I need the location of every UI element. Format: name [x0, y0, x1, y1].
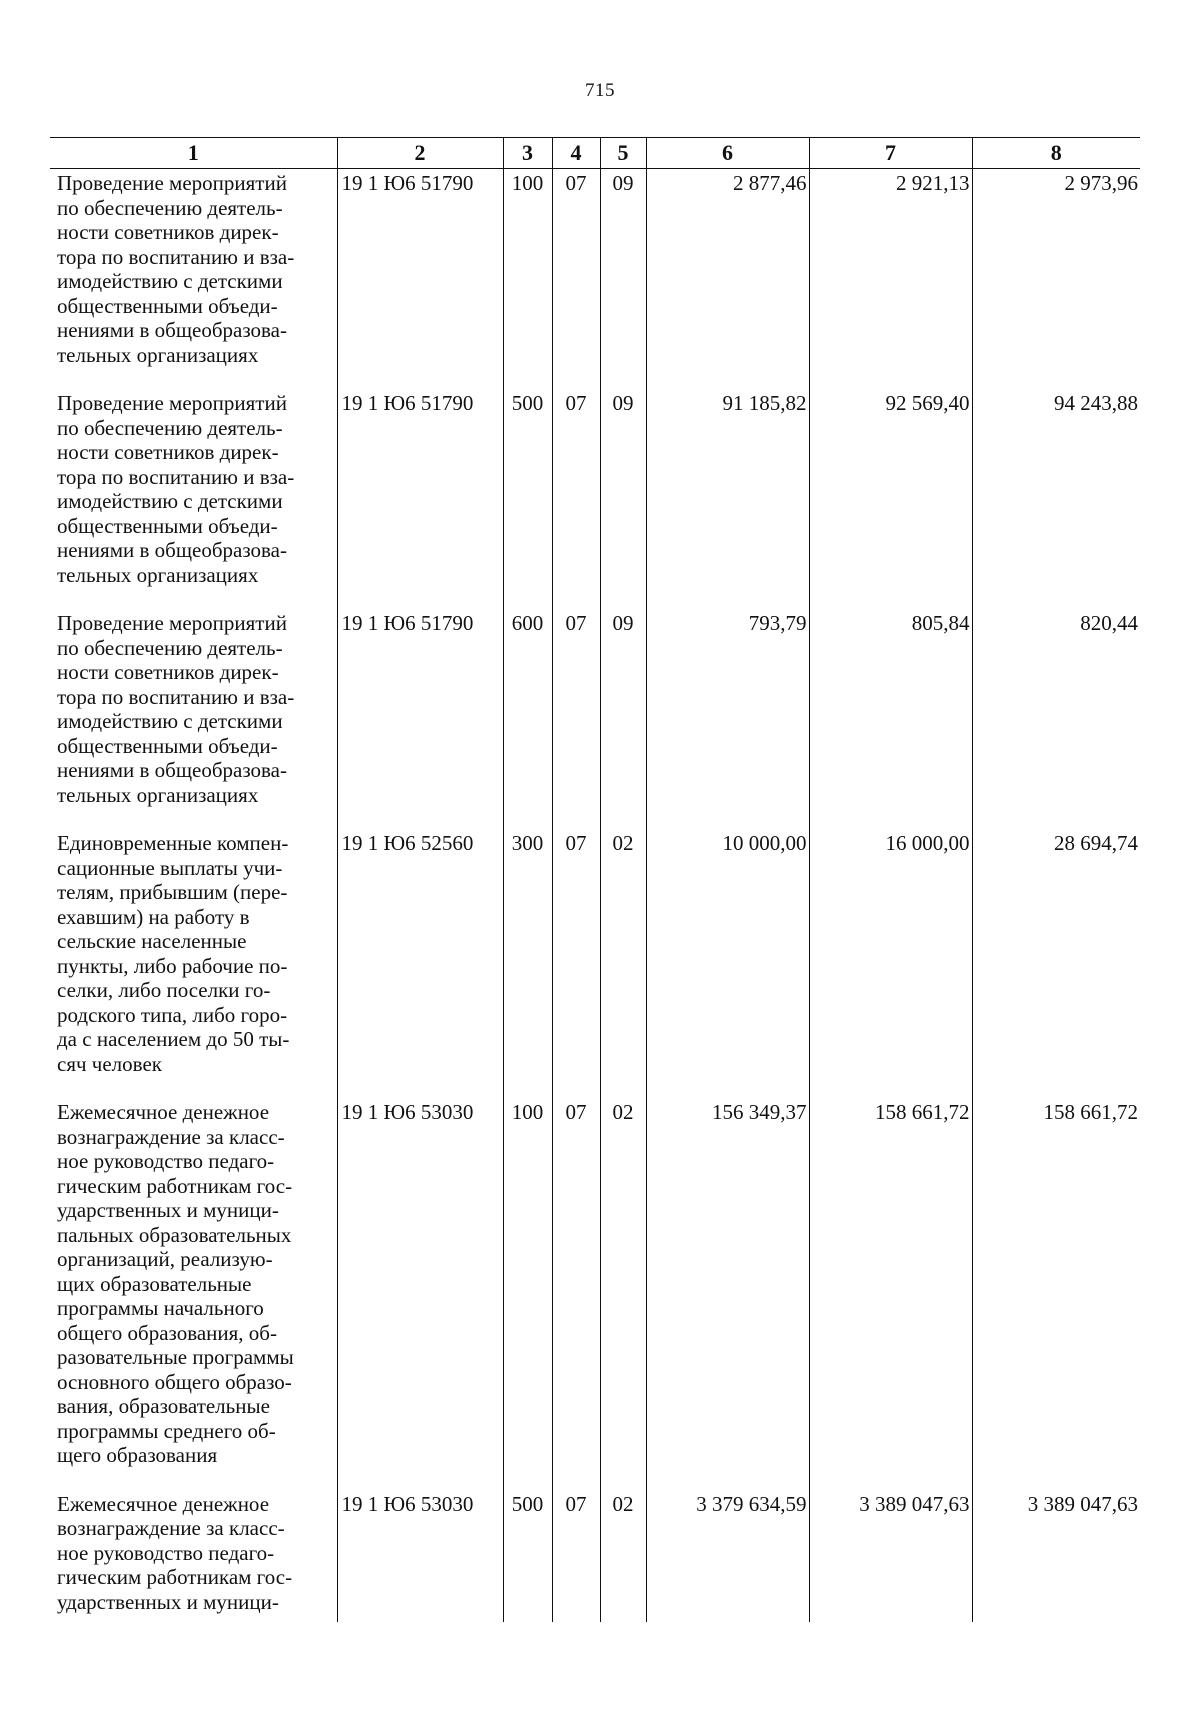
description-line: имодействию с детскими — [57, 489, 283, 513]
table-row — [50, 829, 1140, 1098]
description-line: вознаграждение за класс- — [57, 1516, 285, 1540]
column-header: 6 — [646, 138, 809, 169]
description-line: имодействию с детскими — [57, 709, 283, 733]
row-description — [50, 1490, 337, 1622]
column-header: 7 — [809, 138, 972, 169]
description-line: щего образования — [57, 1443, 218, 1467]
table-row — [50, 169, 1140, 390]
amount-col-6: 793,79 — [646, 609, 809, 829]
expense-type-code: 300 — [503, 829, 552, 1098]
table-row — [50, 1490, 1140, 1622]
column-header: 3 — [503, 138, 552, 169]
description-line: общественными объеди- — [57, 513, 278, 538]
description-line: программы начального — [57, 1296, 264, 1320]
table-row — [50, 389, 1140, 609]
description-line: сационные выплаты учи- — [57, 855, 283, 880]
amount-col-7: 92 569,40 — [809, 389, 972, 609]
column-header: 2 — [337, 138, 503, 169]
amount-col-8: 820,44 — [972, 609, 1140, 829]
description-line: тельных организациях — [57, 342, 259, 367]
description-line: селки, либо поселки го- — [57, 978, 271, 1002]
expense-type-code: 100 — [503, 1098, 552, 1490]
amount-col-6: 156 349,37 — [646, 1098, 809, 1490]
amount-col-7: 3 389 047,63 — [809, 1490, 972, 1622]
description-line: нениями в общеобразова- — [57, 318, 287, 342]
amount-col-8: 28 694,74 — [972, 829, 1140, 1098]
column-header: 8 — [972, 138, 1140, 169]
amount-col-7: 805,84 — [809, 609, 972, 829]
expense-type-code: 600 — [503, 609, 552, 829]
description-line: тельных организациях — [57, 562, 259, 587]
description-line: сельские населенные — [57, 929, 247, 953]
description-line: гическим работникам гос- — [57, 1565, 293, 1589]
table-row — [50, 609, 1140, 829]
description-line: Проведение мероприятий — [57, 391, 287, 415]
description-line: Ежемесячное денежное — [57, 1491, 270, 1516]
page-number: 715 — [585, 80, 615, 101]
amount-col-7: 2 921,13 — [809, 169, 972, 390]
description-line: по обеспечению деятель- — [57, 195, 283, 220]
description-line: родского типа, либо горо- — [57, 1002, 288, 1027]
amount-col-8: 2 973,96 — [972, 169, 1140, 390]
row-description — [50, 829, 337, 1098]
description-line: вознаграждение за класс- — [57, 1124, 285, 1149]
classification-code: 19 1 Ю6 53030 — [337, 1098, 503, 1490]
row-description — [50, 1098, 337, 1490]
description-line: щих образовательные — [57, 1271, 252, 1296]
subsection-code: 09 — [600, 609, 646, 829]
subsection-code: 02 — [600, 1098, 646, 1490]
subsection-code: 09 — [600, 389, 646, 609]
column-header: 5 — [600, 138, 646, 169]
description-line: Проведение мероприятий — [57, 611, 287, 635]
row-description — [50, 609, 337, 829]
row-description — [50, 389, 337, 609]
amount-col-6: 2 877,46 — [646, 169, 809, 390]
description-line: по обеспечению деятель- — [57, 415, 283, 440]
description-line: ударственных и муници- — [57, 1198, 279, 1222]
amount-col-7: 158 661,72 — [809, 1098, 972, 1490]
description-line: Проведение мероприятий — [57, 171, 287, 195]
description-line: сяч человек — [57, 1051, 162, 1076]
description-line: ное руководство педаго- — [57, 1149, 275, 1173]
description-line: организаций, реализую- — [57, 1247, 273, 1271]
description-line: пункты, либо рабочие по- — [57, 953, 288, 978]
subsection-code: 02 — [600, 829, 646, 1098]
description-line: тора по воспитанию и вза- — [57, 464, 295, 489]
row-description — [50, 169, 337, 390]
description-line: Единовременные компен- — [57, 831, 289, 855]
description-line: ности советников дирек- — [57, 220, 279, 244]
section-code: 07 — [552, 1490, 600, 1622]
amount-col-6: 10 000,00 — [646, 829, 809, 1098]
section-code: 07 — [552, 609, 600, 829]
description-line: нениями в общеобразова- — [57, 538, 287, 562]
amount-col-8: 3 389 047,63 — [972, 1490, 1140, 1622]
description-line: общего образования, об- — [57, 1320, 277, 1345]
amount-col-6: 91 185,82 — [646, 389, 809, 609]
section-code: 07 — [552, 389, 600, 609]
description-line: гическим работникам гос- — [57, 1173, 293, 1198]
description-line: ное руководство педаго- — [57, 1540, 275, 1565]
column-header: 1 — [50, 138, 337, 169]
description-line: тельных организациях — [57, 782, 259, 807]
classification-code: 19 1 Ю6 51790 — [337, 609, 503, 829]
description-line: пальных образовательных — [57, 1222, 292, 1247]
table-row — [50, 1098, 1140, 1490]
expense-type-code: 100 — [503, 169, 552, 390]
classification-code: 19 1 Ю6 53030 — [337, 1490, 503, 1622]
classification-code: 19 1 Ю6 51790 — [337, 389, 503, 609]
description-line: разовательные программы — [57, 1345, 294, 1369]
description-line: тора по воспитанию и вза- — [57, 244, 295, 269]
classification-code: 19 1 Ю6 51790 — [337, 169, 503, 390]
section-code: 07 — [552, 829, 600, 1098]
description-line: тора по воспитанию и вза- — [57, 684, 295, 709]
description-line: ехавшим) на работу в — [57, 904, 250, 929]
description-line: ности советников дирек- — [57, 440, 279, 464]
table-header-row — [50, 138, 1140, 169]
description-line: имодействию с детскими — [57, 269, 283, 293]
description-line: Ежемесячное денежное — [57, 1100, 270, 1124]
description-line: общественными объеди- — [57, 293, 278, 318]
column-header: 4 — [552, 138, 600, 169]
description-line: вания, образовательные — [57, 1394, 270, 1418]
expense-type-code: 500 — [503, 389, 552, 609]
subsection-code: 02 — [600, 1490, 646, 1622]
description-line: ности советников дирек- — [57, 660, 279, 684]
description-line: основного общего образо- — [57, 1369, 292, 1394]
subsection-code: 09 — [600, 169, 646, 390]
description-line: телям, прибывшим (пере- — [57, 880, 288, 904]
budget-table — [50, 137, 1140, 1622]
description-line: нениями в общеобразова- — [57, 758, 287, 782]
amount-col-6: 3 379 634,59 — [646, 1490, 809, 1622]
description-line: программы среднего об- — [57, 1418, 276, 1443]
section-code: 07 — [552, 169, 600, 390]
amount-col-7: 16 000,00 — [809, 829, 972, 1098]
description-line: по обеспечению деятель- — [57, 635, 283, 660]
description-line: ударственных и муници- — [57, 1589, 279, 1614]
classification-code: 19 1 Ю6 52560 — [337, 829, 503, 1098]
amount-col-8: 94 243,88 — [972, 389, 1140, 609]
section-code: 07 — [552, 1098, 600, 1490]
amount-col-8: 158 661,72 — [972, 1098, 1140, 1490]
description-line: общественными объеди- — [57, 733, 278, 758]
description-line: да с населением до 50 ты- — [57, 1027, 290, 1051]
expense-type-code: 500 — [503, 1490, 552, 1622]
